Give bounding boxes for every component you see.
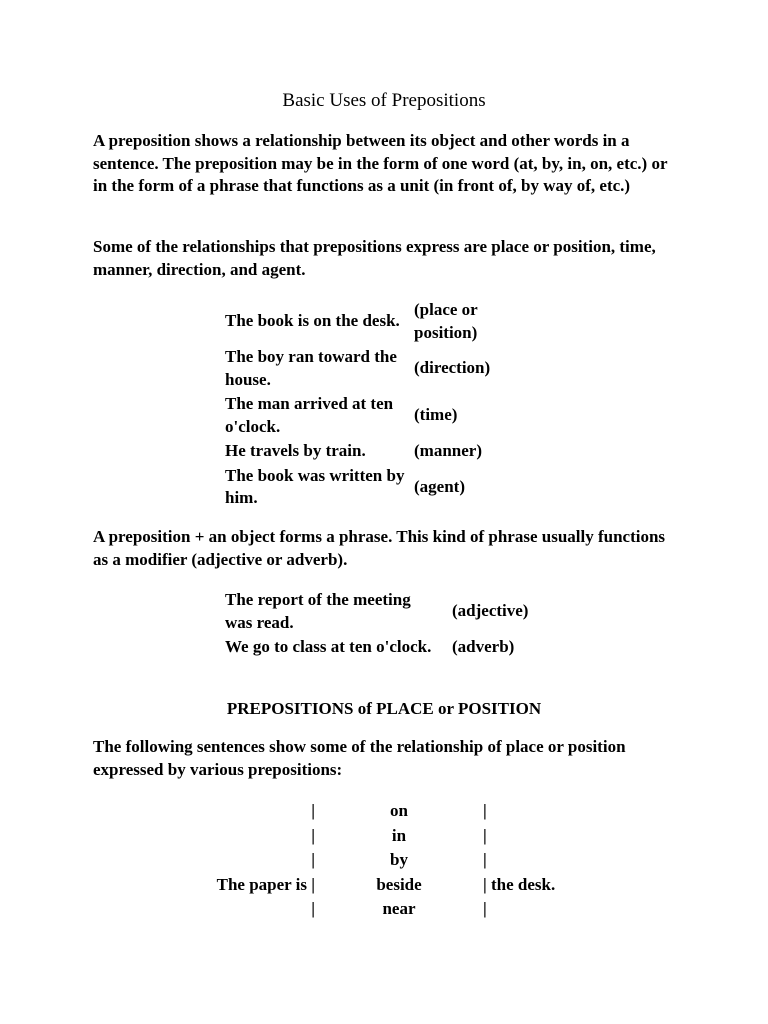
row-lead: The paper is | [216, 874, 315, 894]
example-category: (adjective) [452, 601, 529, 621]
place-prepositions-table [150, 799, 603, 922]
modifier-examples-table [225, 588, 565, 660]
example-category: (agent) [414, 476, 465, 496]
preposition-word: on [390, 801, 408, 821]
example-category: (time) [414, 405, 458, 425]
intro-paragraph: A preposition shows a relationship between its object and other words in a sentence. The preposition may be in the form of one word (at, by, in, on, etc.) or in the form of a phrase that functions as a unit (in front of, by way of, etc.) [93, 131, 668, 195]
table-row [225, 439, 527, 464]
table-row [150, 848, 603, 873]
table-row [225, 345, 527, 392]
preposition-word: near [382, 899, 416, 919]
example-sentence: The man arrived at ten o'clock. [225, 394, 394, 436]
example-sentence: The book was written by him. [225, 465, 405, 507]
table-row [225, 635, 565, 660]
example-sentence: He travels by train. [225, 441, 366, 460]
row-tail: | the desk. [483, 874, 556, 894]
row-tail: | [483, 801, 487, 821]
table-row [150, 824, 603, 849]
example-sentence: We go to class at ten o'clock. [225, 637, 432, 656]
row-lead: | [311, 850, 315, 870]
preposition-word: by [390, 850, 408, 870]
preposition-word: in [391, 825, 407, 845]
table-row [150, 873, 603, 898]
relationship-examples-table [225, 298, 527, 511]
place-paragraph: The following sentences show some of the relationship of place or position expressed by various prepositions: [93, 737, 626, 779]
example-category: (direction) [414, 358, 491, 378]
row-tail: | [483, 850, 487, 870]
section-heading: PREPOSITIONS of PLACE or POSITION [226, 699, 542, 718]
preposition-word: beside [376, 874, 422, 894]
example-category: (manner) [414, 441, 482, 460]
table-row [150, 897, 603, 922]
example-sentence: The book is on the desk. [225, 311, 400, 331]
row-lead: | [311, 899, 315, 919]
example-category: (adverb) [452, 637, 515, 656]
row-tail: | [483, 825, 487, 845]
phrase-paragraph: A preposition + an object forms a phrase. This kind of phrase usually functions as a modifier (adjective or adverb). [93, 527, 666, 569]
table-row [225, 464, 527, 511]
example-sentence: The report of the meeting was read. [225, 590, 411, 632]
table-row [225, 588, 565, 635]
relationships-paragraph: Some of the relationships that prepositions express are place or position, time, manner, direction, and agent. [93, 237, 656, 279]
row-lead: | [311, 801, 315, 821]
page-title: Basic Uses of Prepositions [282, 90, 486, 111]
example-category: (place or position) [414, 300, 478, 342]
row-lead: | [311, 825, 315, 845]
table-row [225, 298, 527, 345]
example-sentence: The boy ran toward the house. [225, 347, 397, 389]
table-row [150, 799, 603, 824]
row-tail: | [483, 899, 487, 919]
table-row [225, 392, 527, 439]
